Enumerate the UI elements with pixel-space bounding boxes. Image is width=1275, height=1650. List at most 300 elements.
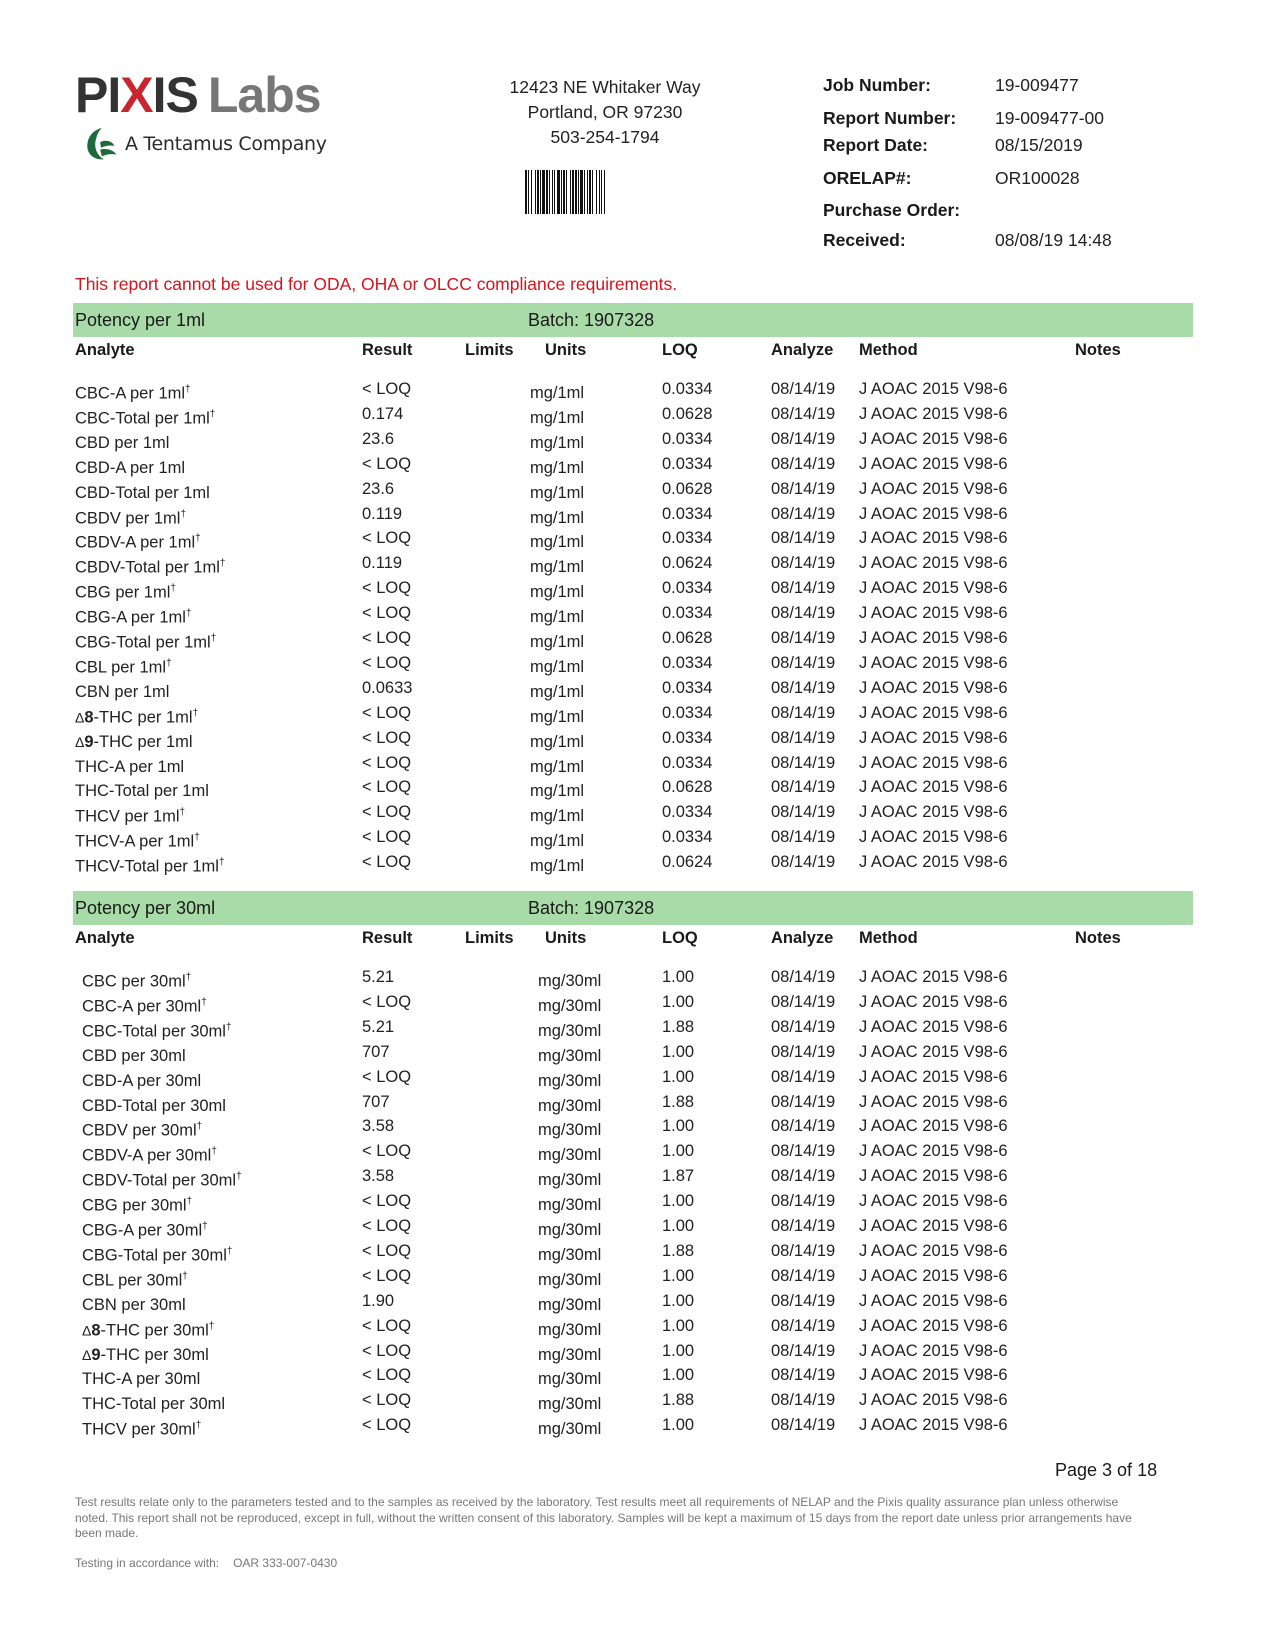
cell-analyze-date: 08/14/19	[771, 778, 836, 797]
cell-method: J AOAC 2015 V98-6	[859, 554, 1008, 573]
analyte-name: THC-Total per 1ml	[75, 782, 209, 801]
cell-loq: 0.0334	[662, 753, 713, 772]
table-row	[0, 606, 1275, 630]
col-method: Method	[859, 341, 918, 359]
cell-loq: 0.0334	[662, 653, 713, 672]
cell-analyte	[75, 857, 225, 877]
dagger-mark: †	[208, 1320, 215, 1332]
analyte-name: CBC-A per 1ml	[75, 384, 186, 403]
cell-analyte	[75, 533, 201, 553]
cell-units: mg/1ml	[530, 608, 585, 627]
cell-analyze-date: 08/14/19	[771, 1291, 836, 1310]
cell-method: J AOAC 2015 V98-6	[859, 604, 1008, 623]
table-row	[0, 429, 1275, 456]
col-analyte: Analyte	[75, 341, 135, 359]
pixis-labs-logo	[75, 67, 365, 164]
analyte-name: CBL per 1ml	[75, 658, 167, 677]
page-number: Page 3 of 18	[1055, 1460, 1158, 1480]
delta-symbol: Δ	[75, 733, 85, 750]
cell-units: mg/1ml	[530, 657, 585, 676]
cell-analyte	[75, 807, 185, 827]
cell-units: mg/30ml	[538, 1245, 602, 1264]
address-phone: 503-254-1794	[550, 127, 660, 147]
dagger-mark: †	[196, 1121, 203, 1133]
cell-loq: 1.00	[662, 1416, 695, 1435]
cell-analyze-date: 08/14/19	[771, 1142, 836, 1161]
table-row	[0, 970, 1275, 994]
cell-method: J AOAC 2015 V98-6	[859, 728, 1008, 747]
cell-analyze-date: 08/14/19	[771, 1416, 836, 1435]
dagger-mark: †	[236, 1171, 242, 1183]
dagger-mark: †	[185, 972, 192, 983]
analyte-name: THC-A per 30ml	[82, 1370, 201, 1389]
cell-loq: 0.0334	[662, 703, 713, 722]
analyte-name: CBD per 1ml	[75, 433, 170, 452]
cell-units: mg/30ml	[538, 1221, 602, 1239]
cell-analyze-date: 08/14/19	[771, 529, 836, 548]
analyte-name: CBG-Total per 30ml	[82, 1246, 227, 1265]
cell-method: J AOAC 2015 V98-6	[859, 678, 1008, 697]
cell-result: < LOQ	[362, 1217, 412, 1235]
cell-units: mg/1ml	[530, 583, 585, 602]
delta-symbol: Δ	[82, 1322, 92, 1339]
cell-result: 5.21	[362, 1017, 395, 1036]
cell-analyze-date: 08/14/19	[771, 653, 836, 672]
cell-analyte	[82, 972, 191, 992]
table-row	[0, 1017, 1275, 1044]
cell-method: J AOAC 2015 V98-6	[859, 803, 1008, 822]
cell-method: J AOAC 2015 V98-6	[859, 853, 1008, 872]
cell-analyze-date: 08/14/19	[771, 992, 836, 1011]
cell-loq: 0.0334	[662, 504, 713, 523]
cell-loq: 0.0624	[662, 554, 713, 573]
cell-units: mg/30ml	[538, 1196, 602, 1215]
cell-loq: 1.00	[662, 1266, 695, 1285]
table-row	[0, 1067, 1275, 1094]
section-title: Potency per 1ml	[75, 310, 206, 330]
cell-loq: 0.0334	[662, 803, 713, 822]
table-row	[0, 992, 1275, 1019]
dagger-mark: †	[225, 1021, 232, 1033]
table-row	[0, 805, 1275, 829]
cell-analyze-date: 08/14/19	[771, 1266, 836, 1285]
cell-loq: 1.88	[662, 1017, 695, 1036]
analyte-name: CBC-A per 30ml	[82, 997, 202, 1016]
table-row	[0, 531, 1275, 555]
cell-loq: 1.88	[662, 1092, 695, 1111]
cell-result: < LOQ	[362, 1416, 412, 1435]
cell-analyte	[75, 733, 193, 752]
cell-method: J AOAC 2015 V98-6	[859, 1217, 1008, 1235]
analyte-name: THC-Total per 30ml	[82, 1395, 226, 1414]
cell-result: 0.0633	[362, 678, 413, 697]
cell-method: J AOAC 2015 V98-6	[859, 753, 1008, 772]
table-row	[0, 1119, 1275, 1143]
delta-symbol: Δ	[82, 1346, 92, 1363]
cell-analyte	[82, 1022, 232, 1042]
cell-result: < LOQ	[362, 579, 412, 598]
cell-loq: 0.0334	[662, 604, 713, 623]
analyte-name: CBN per 1ml	[75, 682, 170, 701]
table-row	[0, 1341, 1275, 1368]
cell-loq: 1.00	[662, 1142, 695, 1161]
cell-units: mg/1ml	[530, 433, 585, 452]
cell-analyte	[82, 1047, 186, 1066]
dagger-mark: †	[218, 857, 225, 869]
delta-number: 8	[84, 708, 94, 727]
table-row	[0, 631, 1275, 655]
cell-result: < LOQ	[362, 1142, 412, 1161]
table-row	[0, 753, 1275, 780]
section-title: Potency per 30ml	[75, 898, 216, 918]
analyte-name: THCV-A per 1ml	[75, 832, 195, 851]
cell-method: J AOAC 2015 V98-6	[859, 1416, 1008, 1435]
cell-units: mg/1ml	[530, 633, 585, 651]
cell-result: < LOQ	[362, 1316, 412, 1335]
section-header-potency-1ml	[73, 303, 1193, 337]
analyte-name: CBDV-A per 1ml	[75, 533, 196, 552]
cell-method: J AOAC 2015 V98-6	[859, 828, 1008, 847]
cell-result: < LOQ	[362, 1366, 412, 1385]
cell-result: 23.6	[362, 429, 395, 448]
cell-analyte	[82, 1171, 242, 1191]
cell-units: mg/30ml	[538, 1320, 602, 1339]
cell-loq: 1.88	[662, 1241, 695, 1260]
cell-result: < LOQ	[362, 653, 412, 672]
analyte-name: CBDV-Total per 1ml	[75, 558, 220, 577]
delta-number: 9	[84, 732, 94, 751]
analyte-name: CBDV-Total per 30ml	[82, 1171, 237, 1190]
cell-analyte	[82, 1370, 200, 1389]
cell-units: mg/1ml	[530, 757, 585, 776]
cell-analyze-date: 08/14/19	[771, 1366, 836, 1385]
cell-analyte	[75, 509, 186, 529]
address-city: Portland, OR 97230	[527, 102, 683, 122]
dagger-mark: †	[201, 996, 207, 1008]
cell-method: J AOAC 2015 V98-6	[859, 479, 1008, 498]
cell-loq: 1.00	[662, 1042, 695, 1061]
cell-result: < LOQ	[362, 992, 412, 1011]
analyte-name: CBC-Total per 30ml	[82, 1022, 226, 1041]
table-row	[0, 855, 1275, 879]
cell-loq: 0.0334	[662, 429, 713, 448]
cell-analyte	[82, 1097, 226, 1116]
cell-result: 3.58	[362, 1117, 395, 1136]
cell-analyze-date: 08/14/19	[771, 629, 836, 647]
cell-analyze-date: 08/14/19	[771, 1341, 836, 1360]
cell-loq: 1.00	[662, 1192, 695, 1211]
testing-label: Testing in accordance with:	[75, 1556, 220, 1570]
table-row	[0, 1266, 1275, 1293]
cell-analyze-date: 08/14/19	[771, 1017, 836, 1036]
cell-units: mg/1ml	[530, 533, 585, 552]
dagger-mark: †	[210, 633, 217, 644]
cell-loq: 0.0628	[662, 404, 713, 423]
cell-loq: 1.00	[662, 992, 695, 1011]
cell-result: < LOQ	[362, 853, 412, 872]
table-row	[0, 1144, 1275, 1168]
cell-analyte	[75, 683, 169, 702]
cell-loq: 1.00	[662, 968, 695, 986]
cell-loq: 1.00	[662, 1291, 695, 1310]
cell-loq: 1.00	[662, 1117, 695, 1136]
cell-loq: 1.87	[662, 1167, 695, 1186]
cell-analyte	[75, 484, 210, 503]
cell-analyte	[75, 558, 225, 578]
cell-units: mg/1ml	[530, 558, 585, 577]
dagger-mark: †	[180, 508, 187, 520]
col-analyte: Analyte	[75, 929, 135, 947]
testing-regulation: OAR 333-007-0430	[233, 1556, 338, 1570]
table-row	[0, 504, 1275, 531]
cell-analyze-date: 08/14/19	[771, 753, 836, 772]
cell-loq: 0.0628	[662, 778, 713, 797]
dagger-mark: †	[166, 657, 172, 669]
table-row	[0, 1316, 1275, 1343]
table-row	[0, 479, 1275, 506]
cell-method: J AOAC 2015 V98-6	[859, 454, 1008, 473]
footer-testing	[75, 1556, 337, 1570]
cell-loq: 1.00	[662, 1217, 695, 1235]
cell-result: < LOQ	[362, 1266, 412, 1285]
cell-method: J AOAC 2015 V98-6	[859, 1366, 1008, 1385]
table-row	[0, 653, 1275, 680]
cell-method: J AOAC 2015 V98-6	[859, 1167, 1008, 1186]
cell-result: < LOQ	[362, 380, 412, 398]
cell-result: < LOQ	[362, 529, 412, 548]
cell-units: mg/30ml	[538, 1071, 602, 1090]
cell-analyte	[75, 758, 184, 777]
cell-analyze-date: 08/14/19	[771, 803, 836, 822]
cell-units: mg/30ml	[538, 996, 602, 1015]
cell-analyze-date: 08/14/19	[771, 1241, 836, 1260]
dagger-mark: †	[179, 807, 186, 819]
table-row	[0, 780, 1275, 804]
cell-analyte	[82, 1296, 186, 1315]
cell-method: J AOAC 2015 V98-6	[859, 404, 1008, 423]
cell-result: 1.90	[362, 1291, 395, 1310]
cell-analyze-date: 08/14/19	[771, 479, 836, 498]
cell-analyte	[75, 708, 198, 728]
cell-units: mg/30ml	[538, 1345, 602, 1364]
col-result: Result	[362, 341, 413, 359]
cell-result: < LOQ	[362, 1341, 412, 1360]
cell-units: mg/30ml	[538, 1021, 602, 1040]
cell-units: mg/1ml	[530, 782, 585, 801]
table-row	[0, 454, 1275, 481]
dagger-mark: †	[226, 1245, 233, 1257]
table-row	[0, 1042, 1275, 1069]
cell-units: mg/30ml	[538, 1420, 602, 1439]
cell-analyze-date: 08/14/19	[771, 404, 836, 423]
cell-units: mg/1ml	[530, 483, 585, 502]
cell-analyte	[75, 782, 209, 801]
analyte-name: -THC per 30ml	[100, 1321, 209, 1340]
cell-method: J AOAC 2015 V98-6	[859, 1142, 1008, 1161]
cell-analyze-date: 08/14/19	[771, 968, 836, 986]
cell-analyte	[75, 409, 215, 429]
col-result: Result	[362, 929, 413, 947]
cell-analyze-date: 08/14/19	[771, 728, 836, 747]
dagger-mark: †	[195, 533, 201, 545]
cell-method: J AOAC 2015 V98-6	[859, 703, 1008, 722]
cell-analyte	[82, 1420, 201, 1440]
cell-units: mg/30ml	[538, 1121, 602, 1140]
table-row	[0, 581, 1275, 605]
table-row	[0, 1092, 1275, 1119]
cell-result: 707	[362, 1092, 390, 1111]
table-row	[0, 382, 1275, 406]
compliance-warning: This report cannot be used for ODA, OHA or OLCC compliance requirements.	[75, 274, 678, 294]
cell-analyze-date: 08/14/19	[771, 1042, 836, 1061]
cell-loq: 1.00	[662, 1341, 695, 1360]
cell-method: J AOAC 2015 V98-6	[859, 1341, 1008, 1360]
cell-result: < LOQ	[362, 604, 412, 623]
cell-analyze-date: 08/14/19	[771, 579, 836, 598]
analyte-name: CBG-Total per 1ml	[75, 633, 211, 652]
table-row	[0, 1291, 1275, 1318]
cell-analyze-date: 08/14/19	[771, 554, 836, 573]
cell-loq: 0.0334	[662, 828, 713, 847]
table-row	[0, 1418, 1275, 1442]
tentamus-leaf-icon	[83, 124, 121, 164]
cell-loq: 0.0334	[662, 678, 713, 697]
cell-analyte	[82, 1346, 209, 1365]
analyte-name: THCV-Total per 1ml	[75, 857, 219, 876]
col-notes: Notes	[1075, 341, 1121, 359]
cell-analyte	[82, 1395, 225, 1414]
cell-analyte	[82, 997, 207, 1017]
cell-result: < LOQ	[362, 1192, 412, 1211]
col-analyze: Analyze	[771, 341, 834, 359]
analyte-name: CBG per 1ml	[75, 583, 171, 602]
table-row	[0, 728, 1275, 755]
col-units: Units	[545, 341, 587, 359]
cell-analyte	[75, 434, 169, 453]
cell-analyze-date: 08/14/19	[771, 703, 836, 722]
dagger-mark: †	[170, 583, 176, 595]
cell-analyte	[75, 832, 200, 852]
analyte-name: THC-A per 1ml	[75, 757, 185, 776]
cell-method: J AOAC 2015 V98-6	[859, 380, 1008, 398]
cell-method: J AOAC 2015 V98-6	[859, 1391, 1008, 1410]
analyte-name: CBG per 30ml	[82, 1196, 187, 1215]
cell-analyte	[82, 1271, 188, 1291]
cell-method: J AOAC 2015 V98-6	[859, 1092, 1008, 1111]
cell-analyze-date: 08/14/19	[771, 678, 836, 697]
logo-tagline-row	[83, 124, 365, 164]
cell-analyte	[75, 633, 216, 653]
cell-loq: 0.0334	[662, 380, 713, 398]
analyte-name: CBD-A per 1ml	[75, 458, 186, 477]
table-row	[0, 1194, 1275, 1218]
analyte-name: THCV per 30ml	[82, 1420, 196, 1439]
section-batch: Batch: 1907328	[528, 310, 655, 330]
cell-method: J AOAC 2015 V98-6	[859, 1291, 1008, 1310]
cell-result: < LOQ	[362, 728, 412, 747]
cell-analyze-date: 08/14/19	[771, 504, 836, 523]
table-row	[0, 1368, 1275, 1392]
analyte-name: -THC per 1ml	[93, 708, 193, 727]
cell-loq: 0.0334	[662, 529, 713, 548]
cell-analyze-date: 08/14/19	[771, 1316, 836, 1335]
cell-loq: 1.00	[662, 1366, 695, 1385]
cell-analyze-date: 08/14/19	[771, 1092, 836, 1111]
analyte-name: CBG-A per 1ml	[75, 608, 186, 627]
cell-result: 5.21	[362, 968, 395, 986]
lab-address	[480, 75, 730, 150]
table-row	[0, 556, 1275, 580]
cell-units: mg/1ml	[530, 732, 585, 751]
table-row	[0, 1169, 1275, 1193]
analyte-name: CBDV-A per 30ml	[82, 1146, 212, 1165]
cell-analyze-date: 08/14/19	[771, 380, 836, 398]
cell-loq: 1.88	[662, 1391, 695, 1410]
analyte-name: -THC per 1ml	[93, 732, 193, 751]
cell-method: J AOAC 2015 V98-6	[859, 992, 1008, 1011]
col-analyze: Analyze	[771, 929, 834, 947]
logo-wordmark: PIXIS Labs	[75, 67, 321, 123]
cell-analyze-date: 08/14/19	[771, 828, 836, 847]
cell-analyte	[82, 1146, 217, 1166]
cell-method: J AOAC 2015 V98-6	[859, 1192, 1008, 1211]
cell-analyze-date: 08/14/19	[771, 1067, 836, 1086]
cell-method: J AOAC 2015 V98-6	[859, 1017, 1008, 1036]
cell-result: < LOQ	[362, 828, 412, 847]
address-street: 12423 NE Whitaker Way	[509, 77, 701, 97]
cell-analyte	[75, 608, 192, 628]
cell-units: mg/30ml	[538, 1270, 602, 1289]
cell-units: mg/1ml	[530, 384, 585, 402]
table-row	[0, 1241, 1275, 1268]
cell-units: mg/30ml	[538, 1146, 602, 1165]
dagger-mark: †	[192, 707, 199, 719]
col-loq: LOQ	[662, 929, 698, 947]
cell-units: mg/30ml	[538, 1395, 602, 1414]
table-row	[0, 1219, 1275, 1243]
cell-analyze-date: 08/14/19	[771, 1117, 836, 1136]
col-limits: Limits	[465, 341, 514, 359]
analyte-name: CBD-Total per 30ml	[82, 1096, 226, 1115]
cell-result: < LOQ	[362, 778, 412, 797]
analyte-name: CBG-A per 30ml	[82, 1221, 203, 1240]
cell-loq: 0.0624	[662, 853, 713, 872]
cell-loq: 0.0628	[662, 479, 713, 498]
barcode	[525, 170, 665, 214]
analyte-name: CBDV per 30ml	[82, 1121, 197, 1140]
cell-units: mg/30ml	[538, 972, 602, 990]
cell-analyte	[75, 583, 176, 603]
cell-loq: 0.0334	[662, 728, 713, 747]
cell-units: mg/1ml	[530, 857, 585, 876]
cell-analyze-date: 08/14/19	[771, 604, 836, 623]
cell-result: 0.119	[362, 554, 403, 573]
logo-tagline: A Tentamus Company	[125, 133, 327, 155]
cell-result: 707	[362, 1042, 390, 1061]
cell-units: mg/30ml	[538, 1295, 602, 1314]
cell-result: 0.174	[362, 404, 404, 423]
cell-method: J AOAC 2015 V98-6	[859, 1117, 1008, 1136]
table-row	[0, 830, 1275, 854]
analyte-name: CBDV per 1ml	[75, 509, 181, 527]
cell-result: 3.58	[362, 1167, 395, 1186]
analyte-name: CBC-Total per 1ml	[75, 409, 210, 428]
cell-loq: 0.0628	[662, 629, 713, 647]
cell-method: J AOAC 2015 V98-6	[859, 504, 1008, 523]
cell-result: 0.119	[362, 504, 403, 523]
cell-result: < LOQ	[362, 753, 412, 772]
cell-analyze-date: 08/14/19	[771, 429, 836, 448]
